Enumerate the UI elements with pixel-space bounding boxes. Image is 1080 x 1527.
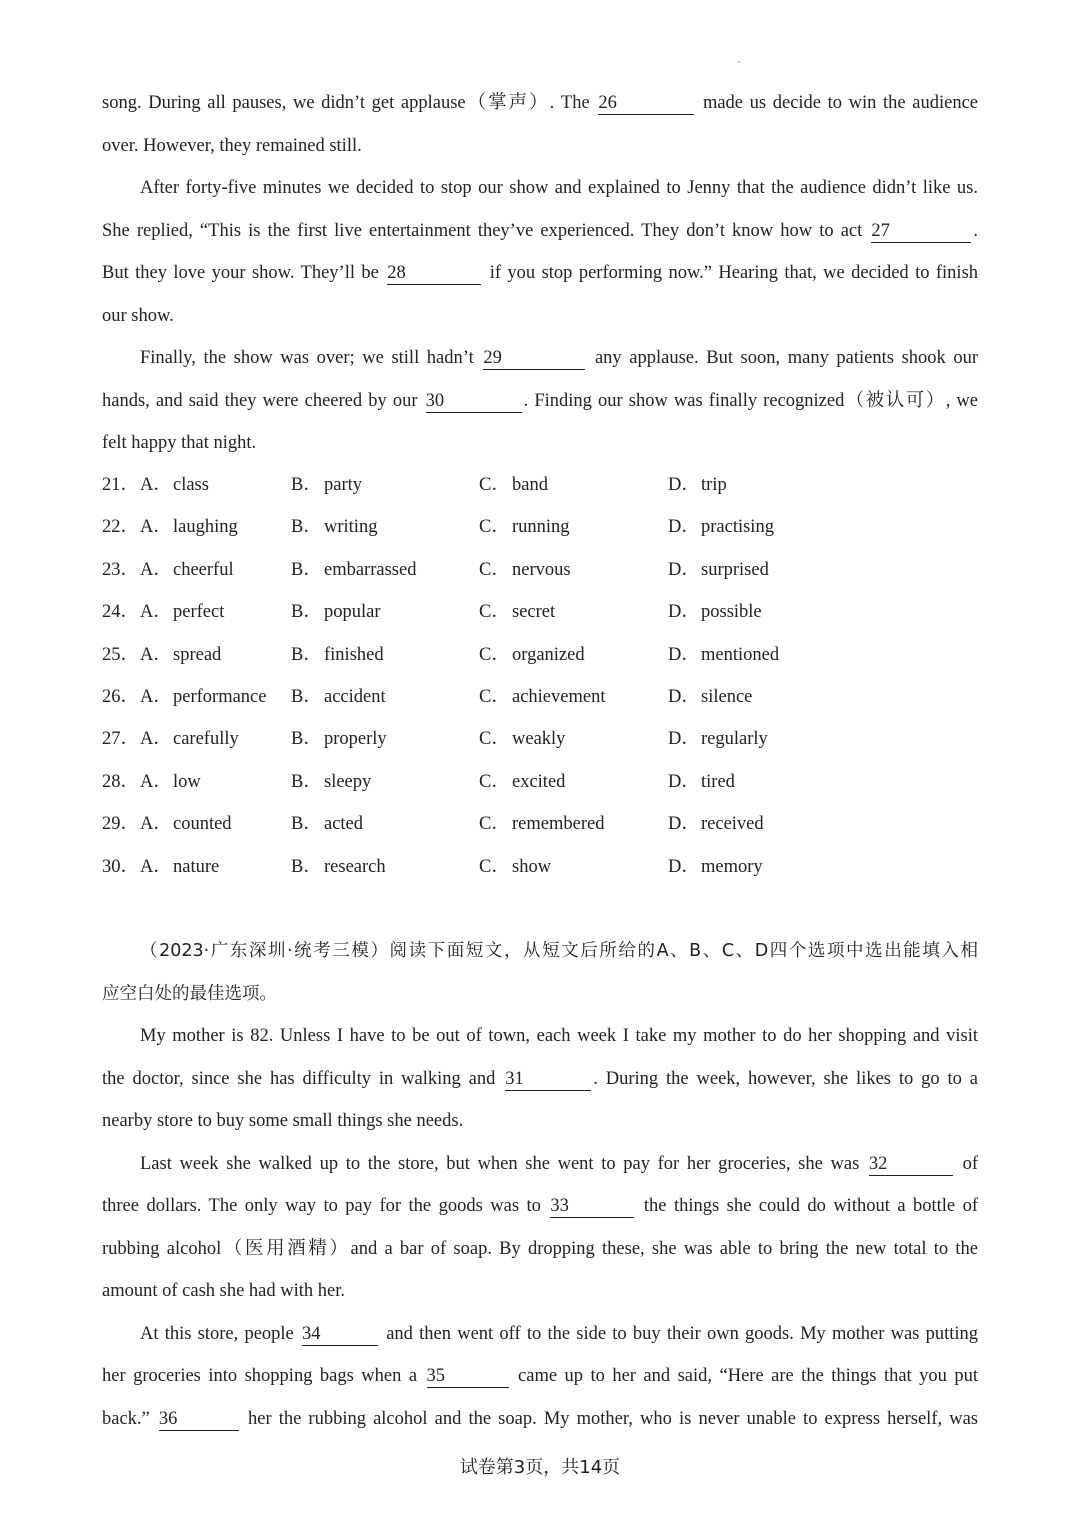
option-a[interactable] — [140, 676, 266, 718]
blank-26: 26 — [598, 93, 694, 115]
option-letter: C． — [479, 475, 510, 495]
option-letter: B． — [291, 644, 322, 665]
option-c[interactable] — [479, 846, 551, 888]
option-b[interactable] — [291, 591, 381, 633]
option-d[interactable] — [668, 761, 735, 803]
scan-speck — [738, 61, 740, 63]
option-text: class — [173, 475, 209, 495]
option-text: writing — [324, 517, 378, 538]
option-text: excited — [512, 771, 566, 792]
blank-34: 34 — [302, 1324, 378, 1346]
option-text: memory — [701, 856, 763, 877]
question-number: 21． — [102, 475, 140, 495]
option-c[interactable] — [479, 634, 585, 676]
text-segment: Finally, the show was over; we still hadn’t — [140, 348, 474, 368]
option-b[interactable] — [291, 803, 363, 845]
question-number: 25． — [102, 644, 140, 665]
option-text: achievement — [512, 686, 606, 707]
passage-line: nearby store to buy some small things she needs. — [102, 1111, 464, 1131]
question-number: 24． — [102, 602, 140, 623]
option-b[interactable] — [291, 718, 387, 760]
blank-35: 35 — [427, 1366, 509, 1388]
option-b[interactable] — [291, 506, 377, 548]
option-b[interactable] — [291, 464, 362, 506]
text-segment: hands, and said they were cheered by our — [102, 390, 418, 411]
option-text: cheerful — [173, 559, 234, 580]
option-letter: D． — [668, 517, 700, 538]
option-c[interactable] — [479, 761, 565, 803]
option-letter: A． — [140, 644, 172, 665]
option-letter: C． — [479, 686, 510, 707]
text-segment: her the rubbing alcohol and the soap. My mother, who is never unable to express herself, was — [247, 1408, 978, 1429]
option-a[interactable] — [140, 506, 238, 548]
option-b[interactable] — [291, 676, 386, 718]
option-letter: B． — [291, 771, 322, 792]
option-letter: B． — [291, 517, 322, 538]
passage-line: our show. — [102, 305, 174, 326]
passage-line: After forty-five minutes we decided to stop our show and explained to Jenny that the audience didn’t like us. — [140, 178, 978, 198]
option-d[interactable] — [668, 676, 752, 718]
passage-line — [102, 252, 978, 295]
passage-line — [102, 1143, 978, 1186]
option-text: band — [512, 475, 548, 495]
text-segment: the doctor, since she has difficulty in walking and — [102, 1068, 496, 1089]
question-number: 29． — [102, 814, 140, 835]
option-text: counted — [173, 814, 232, 835]
passage-line — [102, 1313, 978, 1356]
passage-line: amount of cash she had with her. — [102, 1281, 346, 1301]
option-letter: A． — [140, 686, 172, 707]
option-text: regularly — [701, 729, 768, 750]
text-segment: At this store, people — [140, 1323, 294, 1344]
option-letter: C． — [479, 729, 510, 750]
passage-line — [102, 1185, 978, 1228]
passage-line — [102, 210, 978, 253]
passage-line: over. However, they remained still. — [102, 135, 362, 156]
option-letter: B． — [291, 856, 322, 877]
text-segment: her groceries into shopping bags when a — [102, 1366, 418, 1386]
option-text: finished — [324, 644, 384, 665]
option-letter: A． — [140, 559, 172, 580]
option-text: tired — [701, 771, 735, 792]
option-a[interactable] — [140, 761, 201, 803]
option-d[interactable] — [668, 634, 779, 676]
option-text: secret — [512, 602, 556, 623]
option-text: nervous — [512, 559, 571, 580]
option-c[interactable] — [479, 718, 565, 760]
option-letter: A． — [140, 771, 172, 792]
option-letter: C． — [479, 602, 510, 623]
option-letter: C． — [479, 517, 510, 538]
option-letter: B． — [291, 814, 322, 835]
option-text: laughing — [173, 517, 238, 538]
option-d[interactable] — [668, 506, 774, 548]
option-c[interactable] — [479, 803, 604, 845]
option-d[interactable] — [668, 846, 763, 888]
passage-line — [102, 1058, 978, 1101]
option-text: carefully — [173, 729, 239, 750]
option-text: research — [324, 856, 386, 877]
option-text: silence — [701, 686, 753, 707]
option-text: sleepy — [324, 771, 372, 792]
option-text: embarrassed — [324, 559, 417, 580]
option-text: performance — [173, 686, 267, 707]
option-c[interactable] — [479, 676, 605, 718]
text-segment: made us decide to win the audience — [702, 93, 979, 113]
option-text: organized — [512, 644, 585, 665]
blank-29: 29 — [483, 348, 585, 370]
option-b[interactable] — [291, 549, 416, 591]
passage-line — [102, 380, 978, 423]
text-segment: But they love your show. They’ll be — [102, 263, 379, 283]
blank-28: 28 — [387, 263, 481, 285]
text-segment: came up to her and said, “Here are the things that you put — [518, 1366, 979, 1386]
option-text: popular — [324, 602, 381, 623]
option-letter: A． — [140, 602, 172, 623]
text-segment: She replied, “This is the first live entertainment they’ve experienced. They don’t know how to act — [102, 220, 863, 241]
option-text: perfect — [173, 602, 225, 623]
passage-line — [102, 1355, 978, 1398]
option-d[interactable] — [668, 803, 764, 845]
option-a[interactable] — [140, 591, 224, 633]
option-letter: B． — [291, 686, 322, 707]
text-segment: song. During all pauses, we didn’t get applause（掌声）. The — [102, 93, 590, 113]
option-letter: D． — [668, 644, 700, 665]
option-letter: C． — [479, 559, 510, 580]
option-letter: A． — [140, 856, 172, 877]
option-text: weakly — [512, 729, 566, 750]
passage-one — [102, 82, 978, 465]
question-number: 26． — [102, 686, 140, 707]
text-segment: . — [973, 220, 979, 241]
question-number: 27． — [102, 729, 140, 750]
option-letter: D． — [668, 475, 700, 495]
option-letter: D． — [668, 559, 700, 580]
option-b[interactable] — [291, 761, 371, 803]
option-text: running — [512, 517, 570, 538]
option-c[interactable] — [479, 506, 570, 548]
passage-line: rubbing alcohol（医用酒精）and a bar of soap. By dropping these, she was able to bring the new total to the — [102, 1238, 978, 1259]
option-text: practising — [701, 517, 774, 538]
option-letter: B． — [291, 729, 322, 750]
option-text: properly — [324, 729, 387, 750]
option-c[interactable] — [479, 464, 548, 506]
option-c[interactable] — [479, 591, 555, 633]
blank-31: 31 — [505, 1069, 591, 1091]
option-letter: A． — [140, 475, 172, 495]
option-a[interactable] — [140, 464, 209, 506]
option-letter: C． — [479, 856, 510, 877]
option-a[interactable] — [140, 634, 221, 676]
option-letter: C． — [479, 644, 510, 665]
text-segment: the things she could do without a bottle of — [643, 1196, 979, 1216]
passage-line: My mother is 82. Unless I have to be out of town, each week I take my mother to do her shopping and visit — [140, 1026, 978, 1046]
option-letter: D． — [668, 602, 700, 623]
text-segment: if you stop performing now.” Hearing that, we decided to finish — [489, 263, 979, 283]
option-text: acted — [324, 814, 364, 835]
option-a[interactable] — [140, 803, 232, 845]
option-text: nature — [173, 856, 220, 877]
option-text: surprised — [701, 559, 769, 580]
option-b[interactable] — [291, 846, 386, 888]
option-text: accident — [324, 686, 386, 707]
option-letter: D． — [668, 729, 700, 750]
option-a[interactable] — [140, 718, 239, 760]
option-text: party — [324, 475, 363, 495]
option-text: mentioned — [701, 644, 780, 665]
section-instruction: （2023·广东深圳·统考三模）阅读下面短文，从短文后所给的A、B、C、D四个选项中选出能填入相 — [140, 941, 978, 961]
blank-32: 32 — [869, 1154, 953, 1176]
text-segment: three dollars. The only way to pay for the goods was to — [102, 1196, 541, 1216]
passage-line: felt happy that night. — [102, 433, 257, 453]
option-letter: A． — [140, 517, 172, 538]
option-letter: B． — [291, 602, 322, 623]
passage-line — [102, 1398, 978, 1441]
option-d[interactable] — [668, 464, 727, 506]
blank-33: 33 — [550, 1196, 634, 1218]
option-text: possible — [701, 602, 762, 623]
text-segment: . Finding our show was finally recognized（被认可）, we — [523, 390, 978, 411]
blank-27: 27 — [871, 221, 971, 243]
option-d[interactable] — [668, 591, 762, 633]
option-a[interactable] — [140, 549, 234, 591]
question-number: 22． — [102, 517, 140, 538]
option-text: show — [512, 856, 552, 877]
option-letter: D． — [668, 771, 700, 792]
option-letter: C． — [479, 814, 510, 835]
option-letter: B． — [291, 475, 322, 495]
option-text: spread — [173, 644, 222, 665]
text-segment: Last week she walked up to the store, but when she went to pay for her groceries, she was — [140, 1153, 860, 1174]
option-d[interactable] — [668, 549, 769, 591]
question-number: 28． — [102, 771, 140, 792]
passage-line — [102, 82, 978, 125]
option-letter: A． — [140, 814, 172, 835]
blank-36: 36 — [159, 1409, 239, 1431]
option-d[interactable] — [668, 718, 768, 760]
text-segment: back.” — [102, 1408, 150, 1429]
option-letter: A． — [140, 729, 172, 750]
text-segment: any applause. But soon, many patients shook our — [594, 348, 979, 368]
option-letter: D． — [668, 814, 700, 835]
text-segment: . During the week, however, she likes to go to a — [593, 1068, 979, 1089]
option-text: trip — [701, 475, 727, 495]
question-number: 23． — [102, 559, 140, 580]
option-text: received — [701, 814, 764, 835]
option-letter: D． — [668, 686, 700, 707]
text-segment: and then went off to the side to buy their own goods. My mother was putting — [386, 1323, 978, 1344]
option-c[interactable] — [479, 549, 571, 591]
text-segment: of — [962, 1153, 978, 1174]
blank-30: 30 — [426, 391, 522, 413]
option-a[interactable] — [140, 846, 219, 888]
question-number: 30． — [102, 856, 140, 877]
option-text: low — [173, 771, 201, 792]
section-instruction: 应空白处的最佳选项。 — [102, 983, 277, 1004]
option-letter: B． — [291, 559, 322, 580]
option-b[interactable] — [291, 634, 384, 676]
option-letter: D． — [668, 856, 700, 877]
passage-line — [102, 337, 978, 380]
page-footer: 试卷第3页，共14页 — [459, 1457, 621, 1478]
option-text: remembered — [512, 814, 605, 835]
option-letter: C． — [479, 771, 510, 792]
passage-two — [102, 930, 978, 1440]
